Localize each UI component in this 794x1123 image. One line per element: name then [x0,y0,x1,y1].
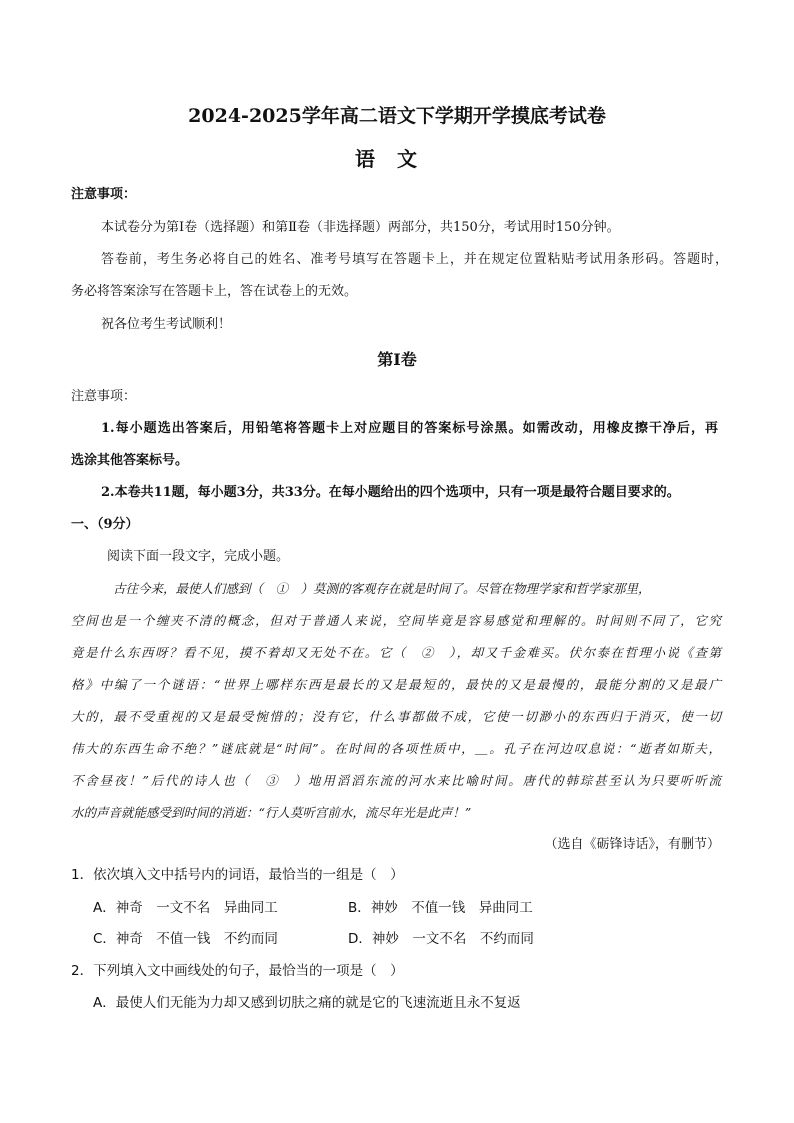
passage-line: 格》中编了一个谜语：“世界上哪样东西是最长的又是最短的，最快的又是最慢的，最能分割的又是最广 [71,677,721,692]
passage-line: 古往今来，最使人们感到（ ① ）莫测的客观存在就是时间了。尽管在物理学家和哲学家那里， [113,581,651,596]
option-d[interactable]: D．神妙 一文不名 不约而同 [348,931,534,947]
exam-title: 2024-2025学年高二语文下学期开学摸底考试卷 [188,105,606,127]
option-c[interactable]: C．神奇 不值一钱 不约而同 [93,931,278,947]
part-heading: 一、（9分） [71,517,139,532]
option-a[interactable]: A．神奇 一文不名 异曲同工 [93,900,278,916]
passage-line: 伟大的东西生命不绝？”谜底就是“时间”。在时间的各项性质中，＿。孔子在河边叹息说：“逝者如斯夫， [71,741,721,756]
option-a[interactable]: A．最使人们无能为力却又感到切肤之痛的就是它的飞速流逝且永不复返 [93,995,521,1011]
section-rule: 2.本卷共11题，每小题3分，共33分。在每小题给出的四个选项中，只有一项是最符合题目要求的。 [101,485,680,500]
passage-line: 竟是什么东西呀？看不见，摸不着却又无处不在。它（ ② ），却又千金难买。伏尔泰在哲理小说《查第 [71,645,721,660]
notice-item: 本试卷分为第Ⅰ卷（选择题）和第Ⅱ卷（非选择题）两部分，共150分，考试用时150分钟。 [101,220,620,235]
passage-line: 大的，最不受重视的又是最受惋惜的；没有它，什么事都做不成，它使一切渺小的东西归于消灭，使一切 [71,709,721,724]
option-b[interactable]: B．神妙 不值一钱 异曲同工 [348,900,533,916]
section-rule: 选涂其他答案标号。 [71,453,189,468]
passage-line: 空间也是一个缠夹不清的概念，但对于普通人来说，空间毕竟是容易感觉和理解的。时间则不同了，它究 [71,613,721,628]
reading-instruction: 阅读下面一段文字，完成小题。 [107,549,290,564]
section-rule: 1.每小题选出答案后，用铅笔将答题卡上对应题目的答案标号涂黑。如需改动，用橡皮擦干净后，再 [101,421,718,436]
notice-item: 祝各位考生考试顺利！ [101,317,232,332]
passage-source: （选自《砺锋诗话》，有删节） [544,837,720,852]
subject-title: 语文 [355,147,439,171]
passage-line: 不舍昼夜！”后代的诗人也（ ③ ）地用滔滔东流的河水来比喻时间。唐代的韩琮甚至认为只要听听流 [71,773,721,788]
passage-line: 水的声音就能感受到时间的消逝：“行人莫听宫前水，流尽年光是此声！” [71,805,472,820]
notice-item: 务必将答案涂写在答题卡上，答在试卷上的无效。 [71,284,358,299]
question-stem: 1．依次填入文中括号内的词语，最恰当的一组是（ ） [71,867,404,883]
question-stem: 2．下列填入文中画线处的句子，最恰当的一项是（ ） [71,963,404,979]
section-title: 第Ⅰ卷 [377,350,417,369]
notice-heading: 注意事项： [71,187,137,202]
section-notice-heading: 注意事项： [71,389,137,404]
notice-item: 答卷前，考生务必将自己的姓名、准考号填写在答题卡上，并在规定位置粘贴考试用条形码。答题时， [101,252,728,267]
